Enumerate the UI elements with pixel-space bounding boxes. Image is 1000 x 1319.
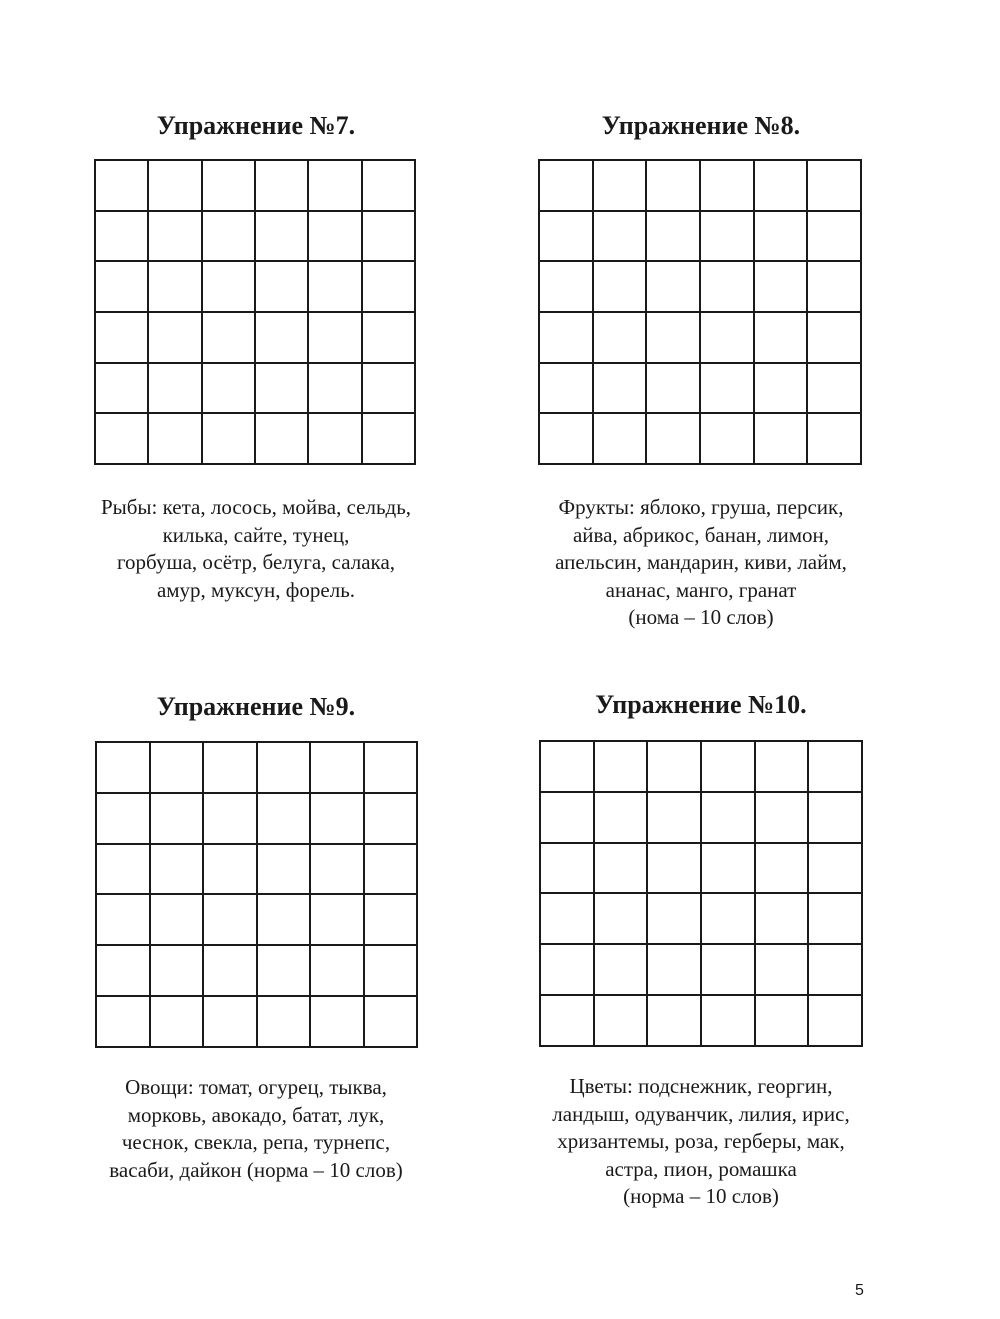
grid-cell — [540, 313, 594, 364]
grid-cell — [256, 262, 309, 313]
grid-cell — [363, 313, 416, 364]
grid-cell — [702, 945, 756, 996]
grid-cell — [808, 161, 862, 212]
grid-cell — [311, 743, 365, 794]
grid-cell — [204, 895, 258, 946]
grid-cell — [755, 212, 809, 263]
grid-cell — [809, 793, 863, 844]
grid-cell — [204, 946, 258, 997]
grid-cell — [309, 262, 362, 313]
grid-cell — [97, 845, 151, 896]
word-list — [481, 1073, 921, 1211]
word-list-line: Фрукты: яблоко, груша, персик, — [558, 495, 844, 519]
grid-cell — [756, 793, 810, 844]
grid-cell — [97, 895, 151, 946]
grid-cell — [365, 743, 419, 794]
grid-cell — [755, 161, 809, 212]
grid-cell — [595, 793, 649, 844]
grid-cell — [365, 946, 419, 997]
word-list — [36, 494, 476, 604]
grid-cell — [809, 742, 863, 793]
grid-cell — [648, 945, 702, 996]
grid-cell — [203, 262, 256, 313]
grid-cell — [808, 212, 862, 263]
grid-cell — [204, 743, 258, 794]
word-list-line: горбуша, осётр, белуга, салака, — [116, 550, 396, 574]
grid-cell — [808, 313, 862, 364]
grid-cell — [595, 844, 649, 895]
grid-cell — [701, 212, 755, 263]
word-list-line: Цветы: подснежник, георгин, — [569, 1074, 833, 1098]
grid-cell — [97, 997, 151, 1048]
word-list-line: астра, пион, ромашка — [605, 1156, 797, 1181]
memory-grid — [539, 740, 863, 1047]
grid-cell — [258, 997, 312, 1048]
grid-cell — [756, 742, 810, 793]
grid-cell — [258, 946, 312, 997]
grid-cell — [311, 895, 365, 946]
word-list-line: килька, сайте, тунец, — [162, 522, 350, 547]
grid-cell — [756, 996, 810, 1047]
grid-cell — [363, 161, 416, 212]
exercise-title: Упражнение №10. — [595, 690, 807, 719]
grid-cell — [309, 364, 362, 415]
grid-cell — [96, 364, 149, 415]
word-list — [481, 494, 921, 632]
grid-cell — [648, 844, 702, 895]
word-list-line: васаби, дайкон (норма – 10 слов) — [109, 1157, 403, 1182]
grid-cell — [96, 414, 149, 465]
grid-cell — [809, 996, 863, 1047]
grid-cell — [540, 212, 594, 263]
grid-cell — [149, 262, 202, 313]
grid-cell — [701, 364, 755, 415]
grid-cell — [149, 313, 202, 364]
grid-cell — [595, 996, 649, 1047]
grid-cell — [151, 997, 205, 1048]
grid-cell — [648, 894, 702, 945]
grid-cell — [204, 794, 258, 845]
grid-cell — [149, 364, 202, 415]
grid-cell — [363, 262, 416, 313]
grid-cell — [594, 364, 648, 415]
exercise-title: Упражнение №9. — [156, 692, 356, 721]
word-list-line: чеснок, свекла, репа, турнепс, — [121, 1130, 391, 1154]
grid-cell — [151, 946, 205, 997]
grid-cell — [365, 895, 419, 946]
grid-cell — [363, 364, 416, 415]
grid-cell — [256, 364, 309, 415]
grid-cell — [701, 313, 755, 364]
grid-cell — [96, 313, 149, 364]
grid-cell — [256, 161, 309, 212]
word-list-norm: (нома – 10 слов) — [628, 605, 774, 629]
grid-cell — [808, 262, 862, 313]
grid-cell — [648, 742, 702, 793]
grid-cell — [648, 996, 702, 1047]
grid-cell — [97, 794, 151, 845]
word-list-line: амур, муксун, форель. — [156, 577, 356, 602]
grid-cell — [203, 161, 256, 212]
word-list-line: ананас, манго, гранат — [605, 577, 797, 602]
grid-cell — [648, 793, 702, 844]
grid-cell — [647, 364, 701, 415]
grid-cell — [311, 997, 365, 1048]
grid-cell — [149, 161, 202, 212]
grid-cell — [256, 313, 309, 364]
grid-cell — [363, 414, 416, 465]
grid-cell — [541, 793, 595, 844]
grid-cell — [756, 945, 810, 996]
word-list — [36, 1074, 476, 1184]
grid-cell — [363, 212, 416, 263]
word-list-line: Рыбы: кета, лосось, мойва, сельдь, — [100, 495, 412, 519]
grid-cell — [594, 414, 648, 465]
memory-grid — [538, 159, 862, 465]
grid-cell — [309, 212, 362, 263]
grid-cell — [647, 161, 701, 212]
grid-cell — [702, 844, 756, 895]
grid-cell — [151, 794, 205, 845]
grid-cell — [541, 996, 595, 1047]
grid-cell — [256, 212, 309, 263]
grid-cell — [595, 945, 649, 996]
grid-cell — [701, 161, 755, 212]
grid-cell — [258, 845, 312, 896]
grid-cell — [365, 997, 419, 1048]
grid-cell — [309, 313, 362, 364]
grid-cell — [151, 743, 205, 794]
grid-cell — [258, 895, 312, 946]
grid-cell — [702, 793, 756, 844]
grid-cell — [365, 845, 419, 896]
grid-cell — [97, 743, 151, 794]
grid-cell — [204, 845, 258, 896]
grid-cell — [594, 313, 648, 364]
word-list-line: айва, абрикос, банан, лимон, — [572, 522, 830, 547]
grid-cell — [808, 364, 862, 415]
grid-cell — [540, 161, 594, 212]
grid-cell — [647, 212, 701, 263]
memory-grid — [94, 159, 416, 465]
grid-cell — [647, 313, 701, 364]
grid-cell — [258, 794, 312, 845]
grid-cell — [702, 742, 756, 793]
grid-cell — [540, 364, 594, 415]
grid-cell — [204, 997, 258, 1048]
grid-cell — [594, 212, 648, 263]
word-list-line: морковь, авокадо, батат, лук, — [127, 1102, 385, 1127]
grid-cell — [541, 945, 595, 996]
grid-cell — [541, 742, 595, 793]
grid-cell — [647, 414, 701, 465]
grid-cell — [309, 414, 362, 465]
grid-cell — [541, 844, 595, 895]
grid-cell — [96, 212, 149, 263]
word-list-line: апельсин, мандарин, киви, лайм, — [555, 550, 847, 574]
grid-cell — [203, 313, 256, 364]
grid-cell — [755, 313, 809, 364]
grid-cell — [755, 262, 809, 313]
grid-cell — [149, 212, 202, 263]
grid-cell — [809, 844, 863, 895]
grid-cell — [702, 894, 756, 945]
grid-cell — [594, 262, 648, 313]
grid-cell — [97, 946, 151, 997]
grid-cell — [203, 212, 256, 263]
grid-cell — [540, 414, 594, 465]
grid-cell — [701, 414, 755, 465]
grid-cell — [151, 895, 205, 946]
grid-cell — [149, 414, 202, 465]
grid-cell — [594, 161, 648, 212]
word-list-line: ландыш, одуванчик, лилия, ирис, — [552, 1101, 850, 1126]
grid-cell — [647, 262, 701, 313]
grid-cell — [311, 845, 365, 896]
memory-grid — [95, 741, 418, 1048]
word-list-norm: (норма – 10 слов) — [623, 1184, 779, 1208]
grid-cell — [595, 742, 649, 793]
grid-cell — [701, 262, 755, 313]
word-list-line: хризантемы, роза, герберы, мак, — [557, 1129, 845, 1153]
exercise-title: Упражнение №7. — [156, 111, 356, 140]
page-number: 5 — [855, 1282, 864, 1299]
grid-cell — [151, 845, 205, 896]
grid-cell — [809, 894, 863, 945]
grid-cell — [540, 262, 594, 313]
grid-cell — [595, 894, 649, 945]
grid-cell — [702, 996, 756, 1047]
grid-cell — [256, 414, 309, 465]
grid-cell — [96, 262, 149, 313]
grid-cell — [203, 414, 256, 465]
grid-cell — [311, 946, 365, 997]
exercise-title: Упражнение №8. — [601, 111, 801, 140]
grid-cell — [258, 743, 312, 794]
grid-cell — [756, 844, 810, 895]
grid-cell — [96, 161, 149, 212]
grid-cell — [756, 894, 810, 945]
grid-cell — [808, 414, 862, 465]
grid-cell — [541, 894, 595, 945]
grid-cell — [311, 794, 365, 845]
grid-cell — [755, 414, 809, 465]
word-list-line: Овощи: томат, огурец, тыква, — [125, 1075, 387, 1099]
grid-cell — [365, 794, 419, 845]
grid-cell — [809, 945, 863, 996]
grid-cell — [755, 364, 809, 415]
grid-cell — [203, 364, 256, 415]
grid-cell — [309, 161, 362, 212]
